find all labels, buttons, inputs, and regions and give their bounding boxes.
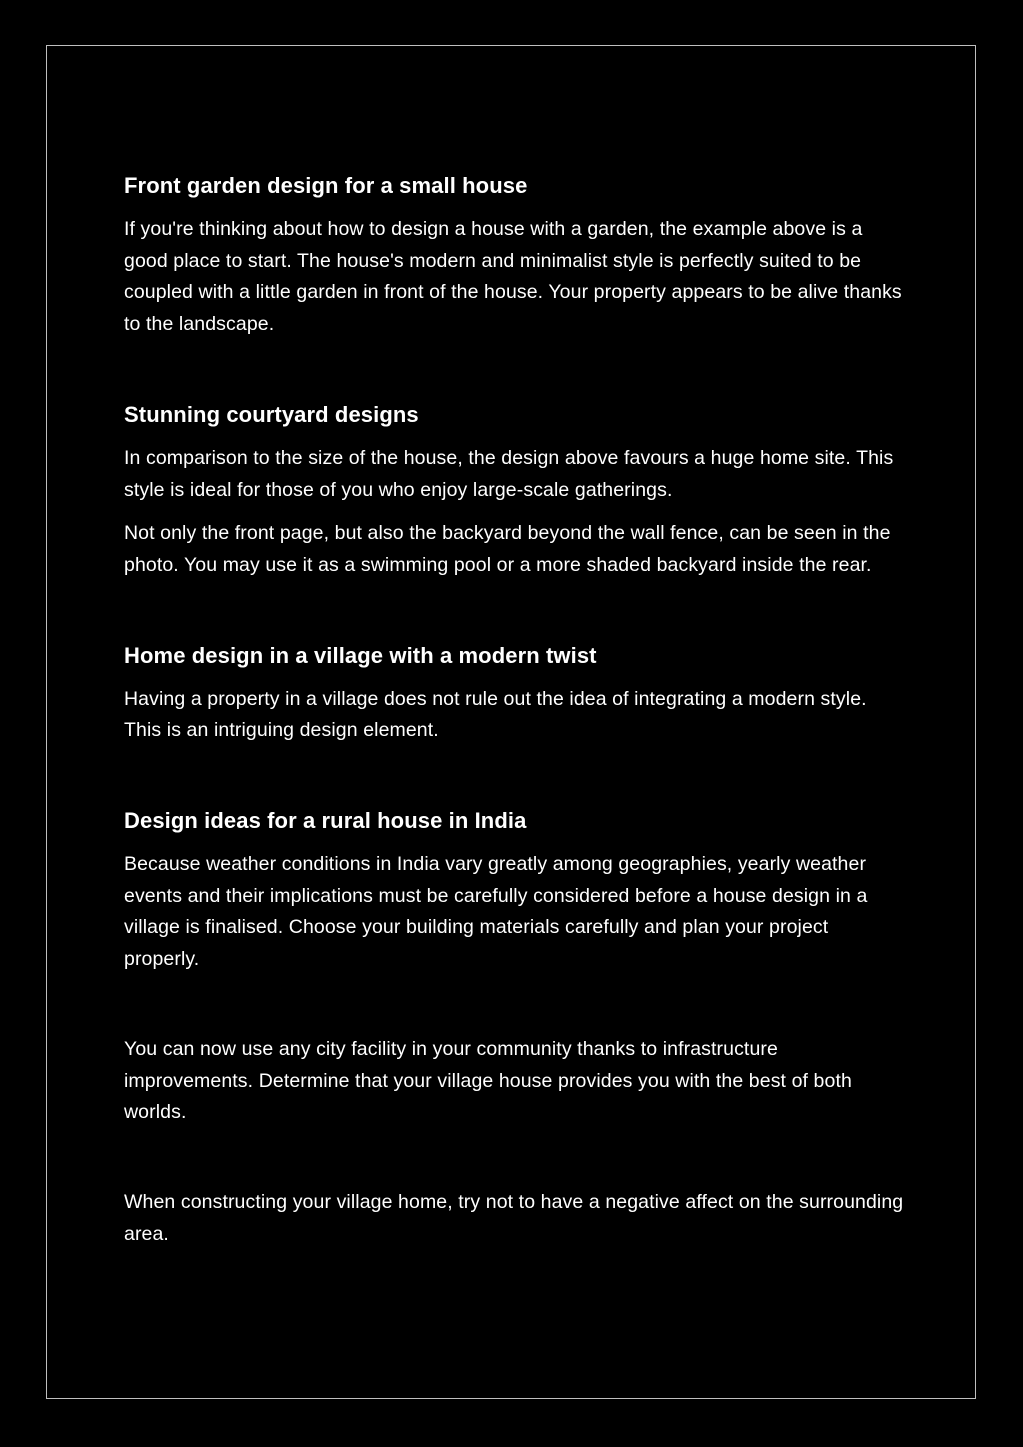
section-heading: Home design in a village with a modern twist: [124, 642, 597, 668]
section-paragraph: In comparison to the size of the house, the design above favours a huge home site. This style is ideal for those of you who enjoy large-scale gatherings.: [124, 446, 894, 501]
section-paragraph: Having a property in a village does not rule out the idea of integrating a modern style. This is an intriguing design element.: [124, 687, 867, 742]
section-paragraph: When constructing your village home, try not to have a negative affect on the surrounding area.: [124, 1190, 904, 1245]
section-front-garden: [124, 170, 904, 341]
section-paragraph: You can now use any city facility in your community thanks to infrastructure improvements. Determine that your village house provides you with the best of both worlds.: [124, 1037, 852, 1124]
section-paragraph: If you're thinking about how to design a house with a garden, the example above is a good place to start. The house's modern and minimalist style is perfectly suited to be coupled with a little garden in front of the house. Your property appears to be alive thanks to the landscape.: [124, 218, 902, 336]
section-heading: Stunning courtyard designs: [124, 401, 419, 427]
section-rural-india: [124, 805, 904, 1250]
section-heading: Design ideas for a rural house in India: [124, 808, 527, 834]
section-village-modern: [124, 640, 904, 747]
section-courtyard: [124, 399, 904, 582]
section-paragraph: Not only the front page, but also the backyard beyond the wall fence, can be seen in the photo. You may use it as a swimming pool or a more shaded backyard inside the rear.: [124, 522, 891, 576]
document-body: [124, 170, 904, 1262]
section-paragraph: Because weather conditions in India vary greatly among geographies, yearly weather events and their implications must be carefully considered before a house design in a village is finalised. Choose your building materials carefully and plan your project properly.: [124, 853, 868, 971]
section-heading: Front garden design for a small house: [124, 173, 528, 198]
